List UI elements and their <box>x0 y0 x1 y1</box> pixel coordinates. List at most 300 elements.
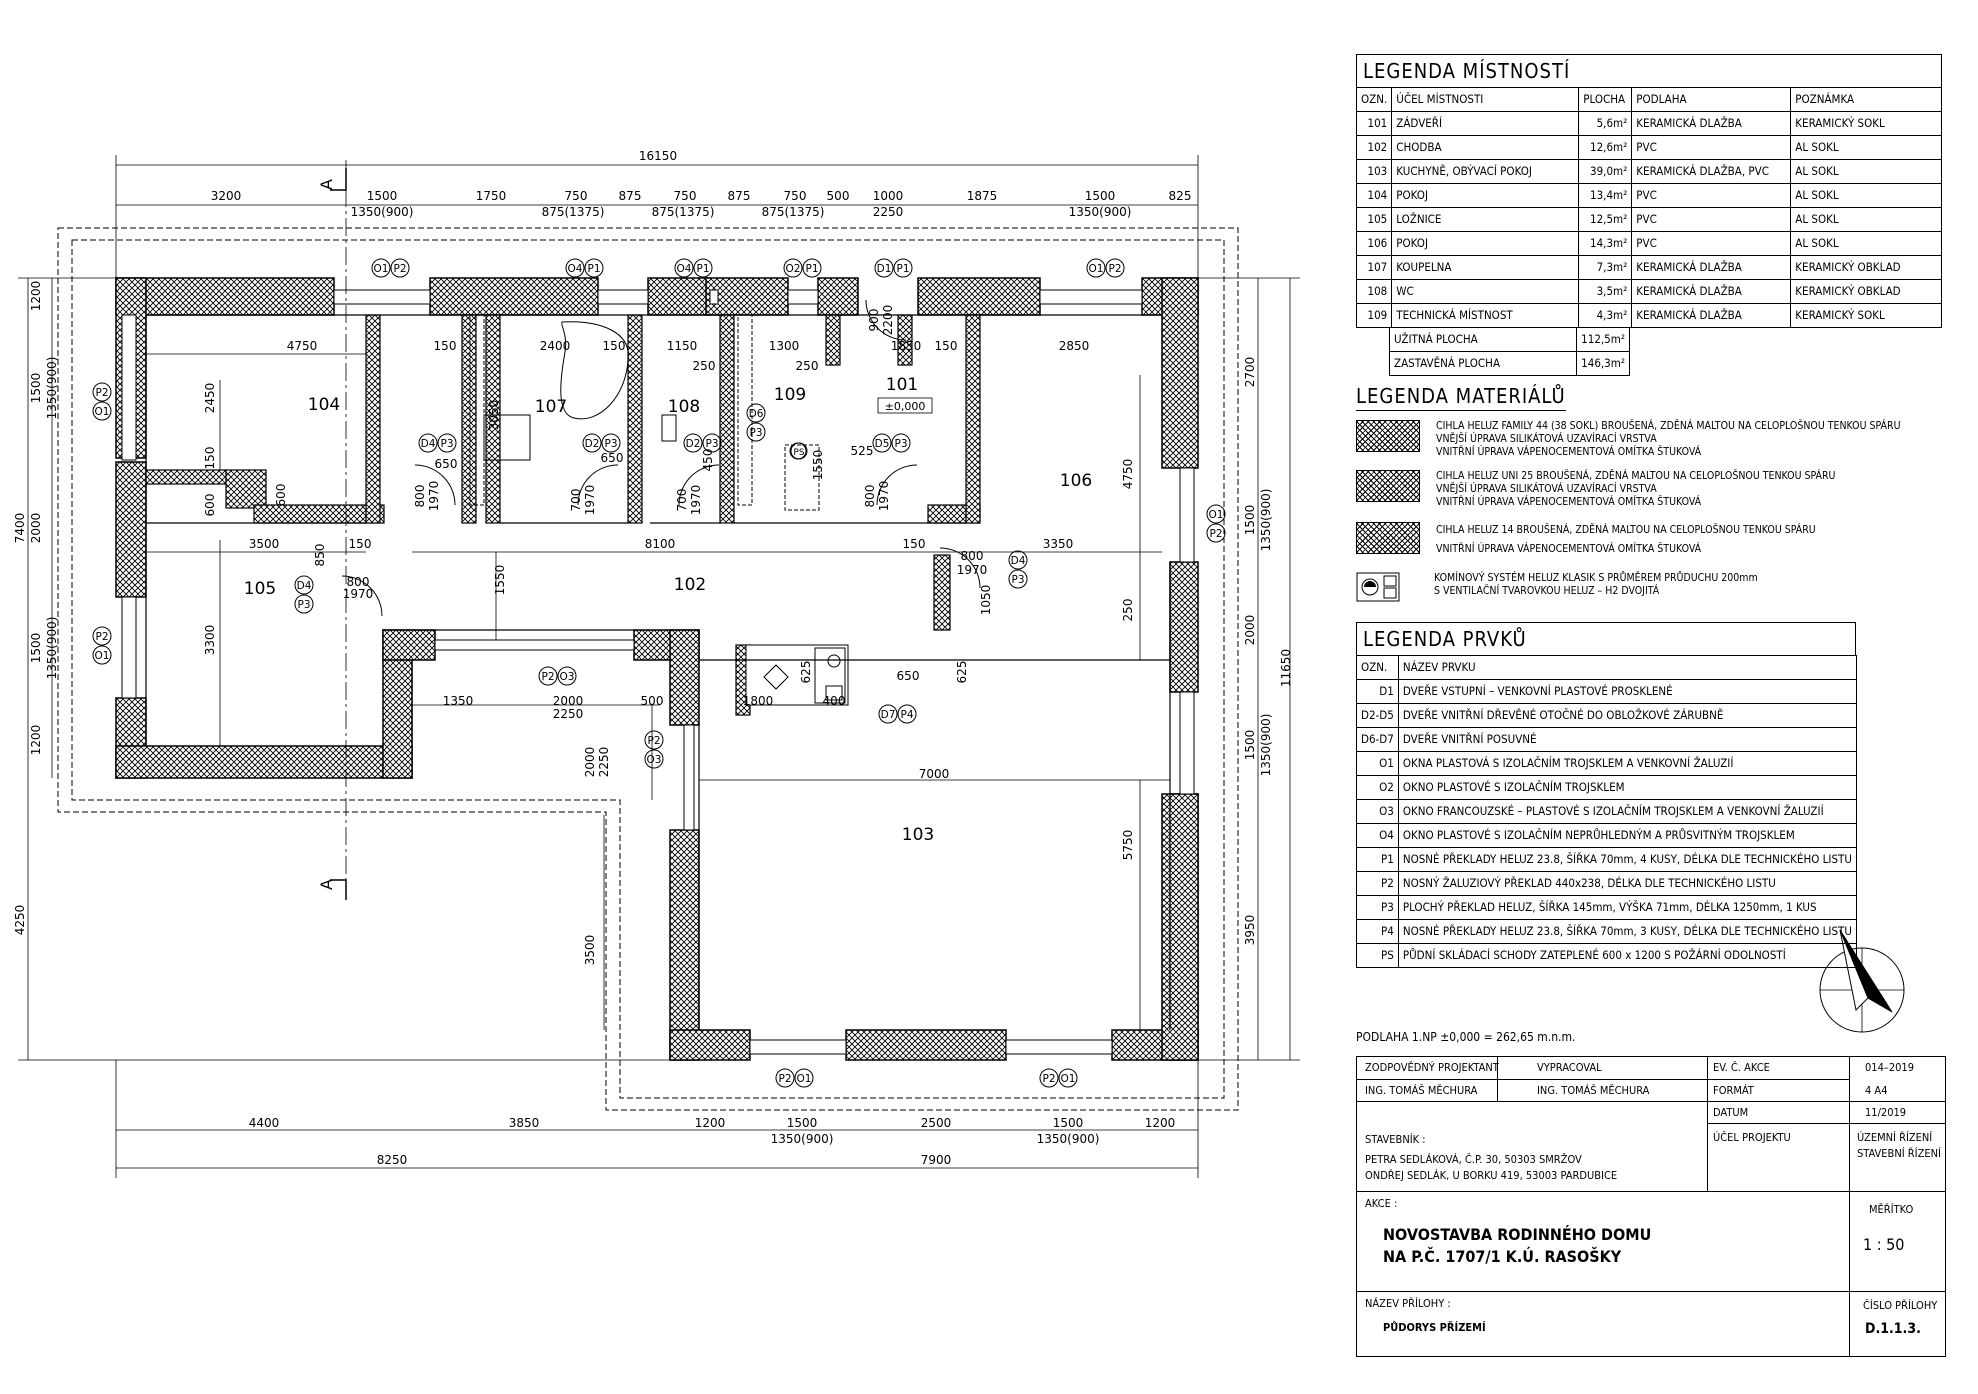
dim-top-18: 1350(900) <box>1068 205 1132 219</box>
table-cell: D6-D7 <box>1357 728 1399 752</box>
dimension-labels-right <box>1243 357 1293 946</box>
svg-text:PS: PS <box>793 448 805 458</box>
dim-top-17: 1500 <box>1084 189 1116 203</box>
table-cell: TECHNICKÁ MÍSTNOST <box>1392 304 1579 328</box>
dim-int-5: 1150 <box>666 339 698 353</box>
table-cell: KERAMICKÁ DLAŽBA <box>1632 280 1791 304</box>
dim-top-4: 1750 <box>475 189 507 203</box>
svg-text:P3: P3 <box>705 438 719 450</box>
dim-int-16: 250 <box>795 359 819 373</box>
dim-bot-11: 7900 <box>920 1153 952 1167</box>
table-cell: P4 <box>1357 920 1399 944</box>
table-cell: DVEŘE VNITŘNÍ POSUVNÉ <box>1398 728 1856 752</box>
dim-int-26: 800 <box>863 484 877 508</box>
table-cell: LOŽNICE <box>1392 208 1579 232</box>
dim-int-58: 3500 <box>583 934 597 966</box>
tb-ucel-value-1: ÚZEMNÍ ŘÍZENÍ <box>1857 1131 1933 1144</box>
dim-int-44: 3300 <box>203 624 217 656</box>
dim-left-5: 1500 <box>29 632 43 664</box>
dim-int-2: 150 <box>433 339 457 353</box>
tb-stavebnik-2: ONDŘEJ SEDLÁK, U BORKU 419, 53003 PARDUBICE <box>1365 1169 1618 1182</box>
dim-int-37: 1970 <box>342 587 374 601</box>
room-102: 102 <box>673 575 707 595</box>
tag-pair-2 <box>566 259 603 277</box>
table-row <box>1357 256 1942 280</box>
svg-text:D5: D5 <box>874 438 890 450</box>
table-cell: PVC <box>1632 136 1791 160</box>
dim-int-46: 2000 <box>552 694 584 708</box>
dim-int-7: 1850 <box>890 339 922 353</box>
dim-left-6: 1350(900) <box>45 616 59 680</box>
dim-int-31: 150 <box>348 537 372 551</box>
table-cell: KERAMICKÝ SOKL <box>1791 304 1942 328</box>
material-item <box>1356 522 1816 556</box>
dim-int-1: 4750 <box>286 339 318 353</box>
legend-elements-title: LEGENDA PRVKŮ <box>1356 622 1856 655</box>
dim-int-59: 900 <box>867 308 881 332</box>
svg-text:D4: D4 <box>1010 555 1026 567</box>
exterior-walls <box>116 278 1198 1060</box>
table-cell: 105 <box>1357 208 1392 232</box>
dim-int-4: 150 <box>602 339 626 353</box>
section-line <box>330 160 346 900</box>
dim-int-50: 400 <box>822 694 846 708</box>
dim-int-38: 1550 <box>493 564 507 596</box>
svg-text:P2: P2 <box>393 263 407 275</box>
dim-int-40: 1970 <box>956 563 988 577</box>
dim-int-15: 250 <box>692 359 716 373</box>
table-cell: AL SOKL <box>1791 136 1942 160</box>
dim-int-33: 150 <box>902 537 926 551</box>
dim-int-11: 150 <box>203 446 217 470</box>
table-cell: P3 <box>1357 896 1399 920</box>
room-101: 101 <box>885 375 919 395</box>
tb-cislo-value: D.1.1.3. <box>1865 1321 1921 1337</box>
dim-int-24: 700 <box>675 488 689 512</box>
tb-ucel-value-2: STAVEBNÍ ŘÍZENÍ <box>1857 1147 1941 1160</box>
table-cell: PVC <box>1632 232 1791 256</box>
svg-text:O1: O1 <box>1208 509 1224 521</box>
table-cell: P1 <box>1357 848 1399 872</box>
table-cell: PVC <box>1632 208 1791 232</box>
dim-int-6: 1300 <box>768 339 800 353</box>
dim-top-15: 2250 <box>872 205 904 219</box>
table-row <box>1357 208 1942 232</box>
table-cell: O2 <box>1357 776 1399 800</box>
table-cell: KERAMICKÝ SOKL <box>1791 112 1942 136</box>
dim-int-29: 525 <box>850 444 874 458</box>
dim-right-3: 1350(900) <box>1259 488 1273 552</box>
legend-materials-title: LEGENDA MATERIÁLŮ <box>1356 384 1566 411</box>
table-cell: KERAMICKÁ DLAŽBA <box>1632 112 1791 136</box>
table-cell: POKOJ <box>1392 184 1579 208</box>
table-cell: OKNA PLASTOVÁ S IZOLAČNÍM TROJSKLEM A VENKOVNÍ ŽALUZIÍ <box>1398 752 1856 776</box>
svg-text:D1: D1 <box>876 263 892 275</box>
tb-zodp-label: ZODPOVĚDNÝ PROJEKTANT <box>1365 1061 1499 1074</box>
dim-top-12: 875(1375) <box>761 205 825 219</box>
legend-rooms-table <box>1356 87 1942 328</box>
table-cell: KERAMICKÁ DLAŽBA <box>1632 304 1791 328</box>
tag-pair-11 <box>747 404 765 441</box>
tb-ev-label: EV. Č. AKCE <box>1713 1061 1770 1074</box>
table-cell: KERAMICKÝ OBKLAD <box>1791 256 1942 280</box>
table-row <box>1357 776 1857 800</box>
tag-pair-5 <box>875 259 912 277</box>
svg-text:P1: P1 <box>896 263 910 275</box>
summary-label: ZASTAVĚNÁ PLOCHA <box>1390 352 1577 376</box>
svg-text:P2: P2 <box>95 631 109 643</box>
svg-text:O4: O4 <box>567 263 583 275</box>
dim-bot-4: 1500 <box>786 1116 818 1130</box>
table-row <box>1357 680 1857 704</box>
material-line: VNITŘNÍ ÚPRAVA VÁPENOCEMENTOVÁ OMÍTKA ŠTUKOVÁ <box>1436 446 1702 458</box>
dim-left-8: 7400 <box>13 512 27 544</box>
room-103: 103 <box>901 825 935 845</box>
tb-akce-1: NOVOSTAVBA RODINNÉHO DOMU <box>1383 1225 1652 1244</box>
table-cell: AL SOKL <box>1791 208 1942 232</box>
material-line: KOMÍNOVÝ SYSTÉM HELUZ KLASIK S PRŮMĚREM PRŮDUCHU 200mm <box>1434 572 1758 584</box>
dim-int-49: 1800 <box>742 694 774 708</box>
material-line: VNĚJŠÍ ÚPRAVA SILIKÁTOVÁ UZAVÍRACÍ VRSTVA <box>1436 483 1657 495</box>
dim-int-14: 3050 <box>487 399 501 431</box>
table-cell: AL SOKL <box>1791 160 1942 184</box>
dim-int-60: 2200 <box>881 304 895 336</box>
table-row <box>1357 280 1942 304</box>
dim-right-1: 2700 <box>1243 356 1257 388</box>
col-nazev: NÁZEV PRVKU <box>1398 656 1856 680</box>
tb-cislo-label: ČÍSLO PŘÍLOHY <box>1863 1299 1938 1312</box>
room-105: 105 <box>243 579 277 599</box>
table-cell: 3,5m² <box>1579 280 1632 304</box>
table-row <box>1357 920 1857 944</box>
tag-pair-15 <box>539 667 576 685</box>
dimension-labels-bottom <box>249 1116 1176 1167</box>
dim-int-53: 650 <box>896 669 920 683</box>
summary-value: 112,5m² <box>1577 328 1630 352</box>
dim-int-21: 1970 <box>427 480 441 512</box>
hatch-swatch-icon <box>1356 522 1420 554</box>
dim-left-9: 4250 <box>13 904 27 936</box>
table-cell: CHODBA <box>1392 136 1579 160</box>
svg-text:O1: O1 <box>94 650 110 662</box>
table-cell: AL SOKL <box>1791 184 1942 208</box>
table-cell: ZÁDVEŘÍ <box>1392 112 1579 136</box>
room-outlines <box>146 315 1170 1030</box>
tb-datum-label: DATUM <box>1713 1106 1749 1119</box>
col-ozn: OZN. <box>1357 88 1392 112</box>
tb-meritko-label: MĚŘÍTKO <box>1869 1203 1914 1216</box>
svg-text:D7: D7 <box>880 709 896 721</box>
tb-ucel-label: ÚČEL PROJEKTU <box>1713 1131 1791 1144</box>
dim-top-3: 1350(900) <box>350 205 414 219</box>
table-cell: WC <box>1392 280 1579 304</box>
dim-int-41: 1050 <box>979 584 993 616</box>
dim-top-9: 875(1375) <box>651 205 715 219</box>
dim-int-9: 2850 <box>1058 339 1090 353</box>
dim-bot-9: 1200 <box>1144 1116 1176 1130</box>
dim-int-43: 4750 <box>1121 458 1135 490</box>
svg-text:P1: P1 <box>587 263 601 275</box>
dim-int-51: 625 <box>799 660 813 684</box>
table-row <box>1357 848 1857 872</box>
dim-left-2: 1500 <box>29 372 43 404</box>
table-cell: 14,3m² <box>1579 232 1632 256</box>
level-mark: ±0,000 <box>884 400 926 413</box>
hatch-swatch-icon <box>1356 470 1420 502</box>
tag-pair-6 <box>1087 259 1124 277</box>
table-cell: KERAMICKÝ OBKLAD <box>1791 280 1942 304</box>
summary-row <box>1390 328 1630 352</box>
svg-text:P2: P2 <box>778 1073 792 1085</box>
dim-right-4: 2000 <box>1243 614 1257 646</box>
table-cell: 7,3m² <box>1579 256 1632 280</box>
table-cell: KUCHYNĚ, OBÝVACÍ POKOJ <box>1392 160 1579 184</box>
table-row <box>1357 752 1857 776</box>
table-cell: O4 <box>1357 824 1399 848</box>
table-row <box>1357 160 1942 184</box>
tb-stavebnik-1: PETRA SEDLÁKOVÁ, Č.P. 30, 50303 SMRŽOV <box>1365 1153 1582 1166</box>
table-cell: NOSNÉ PŘEKLADY HELUZ 23.8, ŠÍŘKA 70mm, 3 KUSY, DÉLKA DLE TECHNICKÉHO LISTU <box>1398 920 1856 944</box>
svg-text:P2: P2 <box>1042 1073 1056 1085</box>
tag-pair-7 <box>93 383 111 420</box>
dim-bot-10: 8250 <box>376 1153 408 1167</box>
tb-meritko-value: 1 : 50 <box>1863 1235 1905 1254</box>
svg-text:P3: P3 <box>749 427 763 439</box>
dim-int-19: 450 <box>701 448 715 472</box>
element-tags <box>93 259 1225 1087</box>
table-cell: PLOCHÝ PŘEKLAD HELUZ, ŠÍŘKA 145mm, VÝŠKA 71mm, DÉLKA 1250mm, 1 KUS <box>1398 896 1856 920</box>
col-ozn: OZN. <box>1357 656 1399 680</box>
dim-int-42: 250 <box>1121 598 1135 622</box>
table-row <box>1357 136 1942 160</box>
table-cell: OKNO FRANCOUZSKÉ – PLASTOVÉ S IZOLAČNÍM TROJSKLEM A VENKOVNÍ ŽALUZIÍ <box>1398 800 1856 824</box>
tag-pair-18 <box>776 1069 813 1087</box>
dim-left-1: 1200 <box>29 280 43 312</box>
table-cell: DVEŘE VSTUPNÍ – VENKOVNÍ PLASTOVÉ PROSKLENÉ <box>1398 680 1856 704</box>
svg-text:O3: O3 <box>559 671 575 683</box>
tb-akce-label: AKCE : <box>1365 1197 1398 1210</box>
table-cell: 101 <box>1357 112 1392 136</box>
table-cell: PŮDNÍ SKLÁDACÍ SCHODY ZATEPLENÉ 600 x 1200 S POŽÁRNÍ ODOLNOSTÍ <box>1398 944 1856 968</box>
dim-bot-7: 1500 <box>1052 1116 1084 1130</box>
floor-level-note: PODLAHA 1.NP ±0,000 = 262,65 m.n.m. <box>1356 1030 1576 1044</box>
table-cell: OKNO PLASTOVÉ S IZOLAČNÍM NEPRŮHLEDNÝM A PRŮSVITNÝM TROJSKLEM <box>1398 824 1856 848</box>
table-header-row <box>1357 656 1857 680</box>
material-item <box>1356 470 1835 509</box>
material-line: VNITŘNÍ ÚPRAVA VÁPENOCEMENTOVÁ OMÍTKA ŠTUKOVÁ <box>1436 496 1702 508</box>
tb-stavebnik-label: STAVEBNÍK : <box>1365 1133 1426 1146</box>
svg-text:P3: P3 <box>1011 574 1025 586</box>
dim-left-7: 1200 <box>29 724 43 756</box>
table-cell: 102 <box>1357 136 1392 160</box>
table-cell: POKOJ <box>1392 232 1579 256</box>
table-cell: D1 <box>1357 680 1399 704</box>
dim-int-52: 625 <box>955 660 969 684</box>
table-cell: 12,6m² <box>1579 136 1632 160</box>
svg-text:O1: O1 <box>373 263 389 275</box>
dim-int-45: 1350 <box>442 694 474 708</box>
dim-right-2: 1500 <box>1243 504 1257 536</box>
tag-pair-20 <box>1207 505 1225 542</box>
dim-int-32: 8100 <box>644 537 676 551</box>
chimney-icon <box>1356 572 1400 602</box>
svg-text:D4: D4 <box>420 438 436 450</box>
dim-int-10: 2450 <box>203 382 217 414</box>
dim-int-13: 600 <box>274 483 288 507</box>
dimension-labels-top <box>211 149 1192 219</box>
svg-text:P3: P3 <box>604 438 618 450</box>
svg-text:O1: O1 <box>1088 263 1104 275</box>
svg-text:D4: D4 <box>296 580 312 592</box>
dim-int-3: 2400 <box>539 339 571 353</box>
table-cell: KOUPELNA <box>1392 256 1579 280</box>
material-line: VNITŘNÍ ÚPRAVA VÁPENOCEMENTOVÁ OMÍTKA ŠTUKOVÁ <box>1436 543 1702 555</box>
summary-row <box>1390 352 1630 376</box>
dim-int-47: 2250 <box>552 707 584 721</box>
svg-text:P1: P1 <box>805 263 819 275</box>
svg-text:P2: P2 <box>1209 528 1223 540</box>
dim-bot-8: 1350(900) <box>1036 1132 1100 1146</box>
svg-text:P3: P3 <box>297 599 311 611</box>
dim-top-5: 750 <box>564 189 588 203</box>
tb-format-value: 4 A4 <box>1865 1084 1888 1097</box>
dim-int-34: 3350 <box>1042 537 1074 551</box>
col-podlaha: PODLAHA <box>1632 88 1791 112</box>
table-cell: OKNO PLASTOVÉ S IZOLAČNÍM TROJSKLEM <box>1398 776 1856 800</box>
table-row <box>1357 728 1857 752</box>
tag-pair-3 <box>675 259 712 277</box>
material-line: CIHLA HELUZ 14 BROUŠENÁ, ZDĚNÁ MALTOU NA CELOPLOŠNOU TENKOU SPÁRU <box>1436 524 1816 536</box>
bathroom-fixtures <box>470 315 819 510</box>
table-cell: 5,6m² <box>1579 112 1632 136</box>
table-cell: O3 <box>1357 800 1399 824</box>
tag-pair-16 <box>879 705 916 723</box>
dim-int-30: 3500 <box>248 537 280 551</box>
svg-text:P4: P4 <box>900 709 914 721</box>
dim-int-18: 650 <box>600 451 624 465</box>
dim-int-36: 800 <box>346 575 370 589</box>
table-cell: 13,4m² <box>1579 184 1632 208</box>
table-row <box>1357 704 1857 728</box>
svg-text:P3: P3 <box>440 438 454 450</box>
table-cell: D2-D5 <box>1357 704 1399 728</box>
dim-bot-3: 1200 <box>694 1116 726 1130</box>
legend-materials <box>1356 384 1956 411</box>
svg-text:D6: D6 <box>748 408 764 420</box>
table-row <box>1357 184 1942 208</box>
dim-int-57: 2250 <box>597 746 611 778</box>
dim-top-total: 16150 <box>638 149 678 163</box>
table-cell: 4,3m² <box>1579 304 1632 328</box>
summary-label: UŽITNÁ PLOCHA <box>1390 328 1577 352</box>
col-poznamka: POZNÁMKA <box>1791 88 1942 112</box>
tb-vyprac-value: ING. TOMÁŠ MĚCHURA <box>1537 1084 1650 1097</box>
room-104: 104 <box>307 395 341 415</box>
dim-int-25: 1970 <box>689 484 703 516</box>
tb-datum-value: 11/2019 <box>1865 1106 1907 1119</box>
svg-text:D2: D2 <box>685 438 701 450</box>
dim-top-8: 750 <box>673 189 697 203</box>
legend-rooms-summary <box>1389 328 1630 376</box>
dim-top-14: 1000 <box>872 189 904 203</box>
windows <box>122 290 1194 1054</box>
dim-int-55: 5750 <box>1121 829 1135 861</box>
table-row <box>1357 944 1857 968</box>
table-cell: 109 <box>1357 304 1392 328</box>
svg-text:O1: O1 <box>1060 1073 1076 1085</box>
dim-right-8: 11650 <box>1279 648 1293 688</box>
svg-text:P2: P2 <box>1108 263 1122 275</box>
roof-outline <box>58 228 1238 1110</box>
tb-nazev-value: PŮDORYS PŘÍZEMÍ <box>1383 1321 1486 1334</box>
hatch-swatch-icon <box>1356 420 1420 452</box>
dim-top-11: 750 <box>783 189 807 203</box>
tag-pair-8 <box>419 434 456 452</box>
dim-int-20: 800 <box>413 484 427 508</box>
svg-text:O2: O2 <box>785 263 801 275</box>
legend-rooms-title: LEGENDA MÍSTNOSTÍ <box>1356 54 1942 87</box>
dim-left-4: 2000 <box>29 512 43 544</box>
legend-rooms <box>1356 54 1942 376</box>
svg-text:P1: P1 <box>696 263 710 275</box>
dim-int-56: 2000 <box>583 746 597 778</box>
table-cell: KERAMICKÁ DLAŽBA, PVC <box>1632 160 1791 184</box>
dim-top-10: 875 <box>727 189 751 203</box>
dim-right-5: 1500 <box>1243 729 1257 761</box>
svg-text:P3: P3 <box>894 438 908 450</box>
tag-pair-14 <box>1009 551 1027 588</box>
table-cell: PVC <box>1632 184 1791 208</box>
table-cell: 39,0m² <box>1579 160 1632 184</box>
table-cell: 108 <box>1357 280 1392 304</box>
tb-format-label: FORMÁT <box>1713 1084 1754 1097</box>
table-row <box>1357 872 1857 896</box>
tag-pair-12 <box>873 434 910 452</box>
dim-int-39: 800 <box>960 549 984 563</box>
dim-top-1: 3200 <box>210 189 242 203</box>
col-ucel: ÚČEL MÍSTNOSTI <box>1392 88 1579 112</box>
dim-left-3: 1350(900) <box>45 356 59 420</box>
table-cell: AL SOKL <box>1791 232 1942 256</box>
material-line: S VENTILAČNÍ TVAROVKOU HELUZ – H2 DVOJITÁ <box>1434 585 1660 597</box>
dim-int-12: 600 <box>203 493 217 517</box>
room-108: 108 <box>667 397 701 417</box>
dim-top-19: 825 <box>1168 189 1192 203</box>
tag-pair-13 <box>295 576 313 613</box>
tag-pair-4 <box>784 259 821 277</box>
dim-top-16: 1875 <box>966 189 998 203</box>
dim-int-17: 650 <box>434 457 458 471</box>
table-row <box>1357 304 1942 328</box>
tag-pair-21 <box>93 627 111 664</box>
svg-text:P2: P2 <box>95 387 109 399</box>
table-cell: PS <box>1357 944 1399 968</box>
svg-text:O1: O1 <box>94 406 110 418</box>
material-line: CIHLA HELUZ UNI 25 BROUŠENÁ, ZDĚNÁ MALTOU NA CELOPLOŠNOU TENKOU SPÁRU <box>1436 470 1836 482</box>
table-cell: P2 <box>1357 872 1399 896</box>
legend-elements-table <box>1356 655 1857 968</box>
dim-top-2: 1500 <box>366 189 398 203</box>
svg-text:O3: O3 <box>646 754 662 766</box>
tb-akce-2: NA P.Č. 1707/1 K.Ú. RASOŠKY <box>1383 1247 1622 1266</box>
tag-pair-1 <box>372 259 409 277</box>
dim-top-6: 875(1375) <box>541 205 605 219</box>
table-cell: 106 <box>1357 232 1392 256</box>
title-block <box>1356 1056 1946 1357</box>
tag-pair-9 <box>583 434 620 452</box>
section-mark-top: A <box>317 179 336 190</box>
dim-int-27: 1970 <box>877 480 891 512</box>
